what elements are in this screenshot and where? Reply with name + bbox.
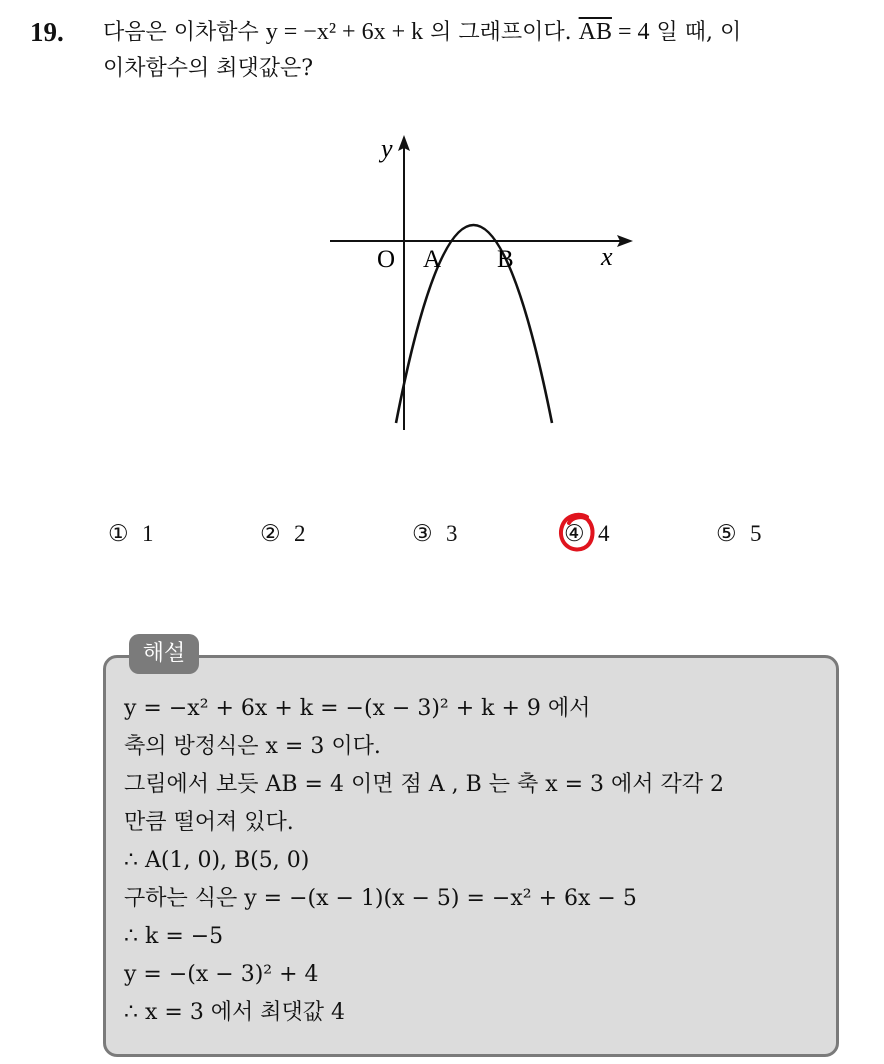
solution-line-8: y = −(x − 3)² + 4: [124, 962, 319, 987]
choice-4-value: 4: [598, 521, 610, 546]
solution-line-7: ∴ k = −5: [124, 924, 224, 949]
solution-text: [124, 690, 834, 1032]
question-line1-pre: 다음은 이차함수: [103, 20, 266, 45]
choice-2-value: 2: [294, 521, 306, 546]
point-a-label: A: [423, 246, 442, 273]
segment-ab: $\overline{AB}$: [578, 19, 612, 45]
solution-line-3: 그림에서 보듯 AB = 4 이면 점 A , B 는 축 x = 3 에서 각각 2: [124, 772, 725, 797]
question-equation: y = −x² + 6x + k: [265, 19, 424, 45]
question-line-2: 이차함수의 최댓값은?: [103, 56, 314, 81]
choice-1-mark: ①: [108, 521, 129, 546]
choice-5-value: 5: [750, 521, 762, 546]
y-axis-label: y: [381, 134, 393, 163]
solution-line-9: ∴ x = 3 에서 최댓값 4: [124, 1000, 346, 1025]
question-line1-mid: 의 그래프이다.: [423, 20, 579, 45]
origin-label: O: [377, 246, 396, 273]
x-axis-label: x: [601, 242, 613, 271]
choice-4[interactable]: [564, 516, 610, 552]
choice-4-mark: ④: [564, 521, 585, 546]
solution-tag: 해설: [129, 634, 199, 674]
choice-2-mark: ②: [260, 521, 281, 546]
choice-5-mark: ⑤: [716, 521, 737, 546]
solution-line-6: 구하는 식은 y = −(x − 1)(x − 5) = −x² + 6x − 5: [124, 886, 637, 911]
solution-line-5: ∴ A(1, 0), B(5, 0): [124, 848, 310, 873]
parabola-curve: [396, 225, 552, 423]
point-b-label: B: [497, 246, 514, 273]
question-text: [103, 14, 863, 87]
choice-3-value: 3: [446, 521, 458, 546]
solution-line-1: y = −x² + 6x + k = −(x − 3)² + k + 9 에서: [124, 696, 591, 721]
question-number: 19.: [30, 17, 64, 47]
question-line1-post: 일 때, 이: [649, 20, 742, 45]
choice-1-value: 1: [142, 521, 154, 546]
question-line-1: [103, 14, 863, 51]
choice-5[interactable]: [716, 516, 762, 552]
choice-3[interactable]: [412, 516, 458, 552]
solution-line-2: 축의 방정식은 x = 3 이다.: [124, 734, 381, 759]
parabola-figure: [325, 125, 645, 435]
segment-length: = 4: [611, 19, 650, 45]
solution-line-4: 만큼 떨어져 있다.: [124, 810, 294, 835]
choice-3-mark: ③: [412, 521, 433, 546]
parabola-graph: [325, 125, 645, 435]
answer-choices: [108, 516, 828, 552]
choice-1[interactable]: [108, 516, 154, 552]
choice-2[interactable]: [260, 516, 306, 552]
